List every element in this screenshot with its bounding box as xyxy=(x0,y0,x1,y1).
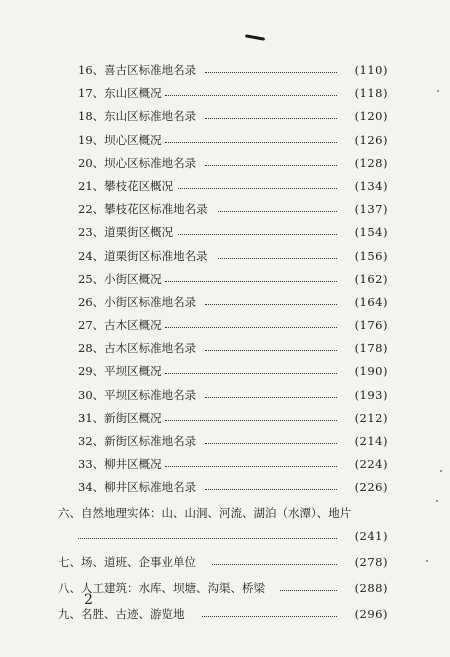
toc-section-title: 八、人工建筑：水库、坝塘、沟渠、桥梁 xyxy=(58,581,265,596)
toc-entry-title: 29、平坝区概况 xyxy=(78,364,162,379)
toc-entry-page: (190) xyxy=(354,364,388,379)
toc-section xyxy=(0,577,450,600)
toc-entry-title: 32、新街区标准地名录 xyxy=(78,434,197,448)
toc-entry xyxy=(0,337,450,360)
toc-entry-title: 28、古木区标准地名录 xyxy=(78,341,197,356)
dot-leader xyxy=(178,234,337,235)
toc-entry-page: (128) xyxy=(354,155,388,170)
dot-leader xyxy=(202,616,337,617)
header-dash-mark xyxy=(245,34,265,40)
toc-section xyxy=(0,551,450,574)
dot-leader xyxy=(178,188,337,189)
toc-entry xyxy=(0,407,450,430)
toc-entry xyxy=(0,82,450,105)
dot-leader xyxy=(205,118,337,119)
toc-entry-page: (110) xyxy=(354,63,388,77)
toc-entry-title: 21、攀枝花区概况 xyxy=(78,178,174,193)
toc-entry-page: (126) xyxy=(354,132,388,147)
toc-entry-title: 23、道栗街区概况 xyxy=(78,225,174,240)
toc-entry-page: (137) xyxy=(354,202,388,217)
scan-speck xyxy=(426,560,428,562)
dot-leader xyxy=(165,466,337,467)
toc-entry-page: (224) xyxy=(354,457,388,472)
page-number: 2 xyxy=(84,592,93,608)
toc-entry-title: 30、平坝区标准地名录 xyxy=(78,387,197,402)
toc-section-continuation xyxy=(0,525,450,548)
dot-leader xyxy=(165,281,337,282)
toc-entry xyxy=(0,360,450,383)
toc-section xyxy=(0,502,450,525)
toc-entry-title: 19、坝心区概况 xyxy=(78,132,162,147)
toc-entry-title: 20、坝心区标准地名录 xyxy=(78,155,197,170)
dot-leader xyxy=(165,327,337,328)
toc-entry-title: 33、柳井区概况 xyxy=(78,457,162,472)
dot-leader xyxy=(165,142,337,143)
dot-leader xyxy=(165,95,337,96)
dot-leader xyxy=(212,564,337,565)
toc-entry-title: 22、攀枝花区标准地名录 xyxy=(78,202,208,217)
toc-entry xyxy=(0,59,450,82)
toc-entry xyxy=(0,245,450,268)
toc-entry-title: 34、柳井区标准地名录 xyxy=(78,480,197,495)
dot-leader xyxy=(205,72,337,73)
dot-leader xyxy=(205,350,337,351)
toc-section xyxy=(0,603,450,626)
dot-leader xyxy=(165,373,337,374)
toc-entry-page: (178) xyxy=(354,341,388,356)
toc-entry-page: (118) xyxy=(354,86,388,101)
toc-entry xyxy=(0,152,450,175)
toc-section-page: (288) xyxy=(354,581,388,596)
toc-entry-title: 27、古木区概况 xyxy=(78,318,162,333)
toc-entry xyxy=(0,291,450,314)
toc-entry xyxy=(0,221,450,244)
toc-entry-page: (176) xyxy=(354,318,388,333)
toc-entry xyxy=(0,453,450,476)
dot-leader xyxy=(218,211,337,212)
scan-speck xyxy=(436,500,438,502)
toc-entry-page: (164) xyxy=(354,294,388,309)
toc-entry xyxy=(0,476,450,499)
dot-leader xyxy=(205,165,337,166)
toc-entry-title: 26、小街区标准地名录 xyxy=(78,294,197,309)
scan-speck xyxy=(440,470,442,472)
toc-entry-title: 16、喜古区标准地名录 xyxy=(78,63,197,77)
toc-entry xyxy=(0,268,450,291)
scan-speck xyxy=(437,90,439,92)
toc-section-page: (241) xyxy=(354,528,388,543)
toc-entry-title: 31、新街区概况 xyxy=(78,410,162,425)
dot-leader xyxy=(205,397,337,398)
toc-entry-page: (154) xyxy=(354,225,388,240)
toc-entry xyxy=(0,175,450,198)
toc-entry-page: (226) xyxy=(354,480,388,495)
toc-entry xyxy=(0,129,450,152)
dot-leader xyxy=(205,443,337,444)
toc-entry-page: (214) xyxy=(354,434,388,448)
toc-entry xyxy=(0,384,450,407)
toc-section-page: (296) xyxy=(354,607,388,622)
dot-leader xyxy=(205,489,337,490)
toc-entry-title: 17、东山区概况 xyxy=(78,86,162,101)
dot-leader xyxy=(280,590,337,591)
toc-entry-page: (134) xyxy=(354,178,388,193)
dot-leader xyxy=(218,258,337,259)
toc-entry xyxy=(0,314,450,337)
dot-leader xyxy=(78,538,337,539)
toc-entry xyxy=(0,430,450,453)
toc-section-title: 六、自然地理实体：山、山洞、河流、湖泊（水潭）、地片 xyxy=(58,505,352,520)
toc-entry-page: (162) xyxy=(354,271,388,286)
toc-section-title: 七、场、道班、企事业单位 xyxy=(58,554,196,569)
dot-leader xyxy=(165,420,337,421)
toc-entry-title: 24、道栗街区标准地名录 xyxy=(78,248,208,263)
toc-entry-page: (120) xyxy=(354,109,388,124)
table-of-contents xyxy=(0,59,450,627)
toc-entry-title: 25、小街区概况 xyxy=(78,271,162,286)
toc-entry xyxy=(0,105,450,128)
toc-entry-page: (212) xyxy=(354,410,388,425)
toc-entry-page: (193) xyxy=(354,387,388,402)
toc-entry-title: 18、东山区标准地名录 xyxy=(78,109,197,124)
toc-section-title: 九、名胜、古迹、游览地 xyxy=(58,607,185,622)
toc-entry-page: (156) xyxy=(354,248,388,263)
toc-entry xyxy=(0,198,450,221)
dot-leader xyxy=(205,304,337,305)
toc-section-page: (278) xyxy=(354,554,388,569)
